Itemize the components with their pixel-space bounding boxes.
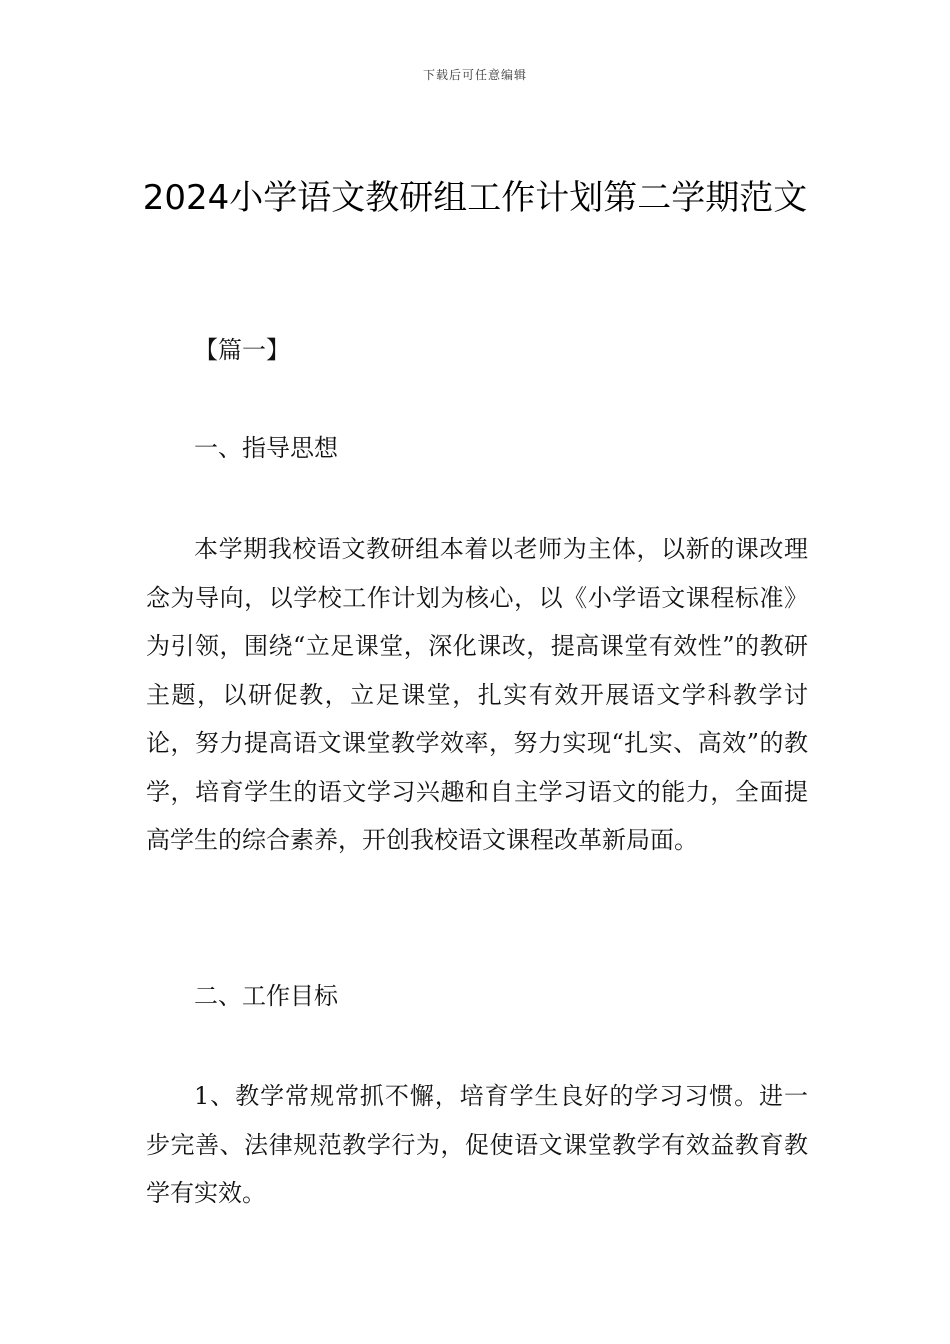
document-title: 2024小学语文教研组工作计划第二学期范文 xyxy=(142,178,808,218)
paragraph-work-goal-1: 1、教学常规常抓不懈，培育学生良好的学习习惯。进一步完善、法律规范教学行为，促使语文课堂教学有效益教育教学有实效。 xyxy=(146,1082,808,1207)
paragraph-guiding-ideology: 本学期我校语文教研组本着以老师为主体，以新的课改理念为导向，以学校工作计划为核心，以《小学语文课程标准》为引领，围绕“立足课堂，深化课改，提高课堂有效性”的教研主题，以研促教，立足课堂，扎实有效开展语文学科教学讨论，努力提高语文课堂教学效率，努力实现“扎实、高效”的教学，培育学生的语文学习兴趣和自主学习语文的能力，全面提高学生的综合素养，开创我校语文课程改革新局面。 xyxy=(146,535,808,854)
section-heading-work-goals: 二、工作目标 xyxy=(194,982,338,1010)
header-note: 下载后可任意编辑 xyxy=(422,68,527,82)
section-heading-guiding-ideology: 一、指导思想 xyxy=(194,434,338,462)
part-label: 【篇一】 xyxy=(194,336,290,364)
